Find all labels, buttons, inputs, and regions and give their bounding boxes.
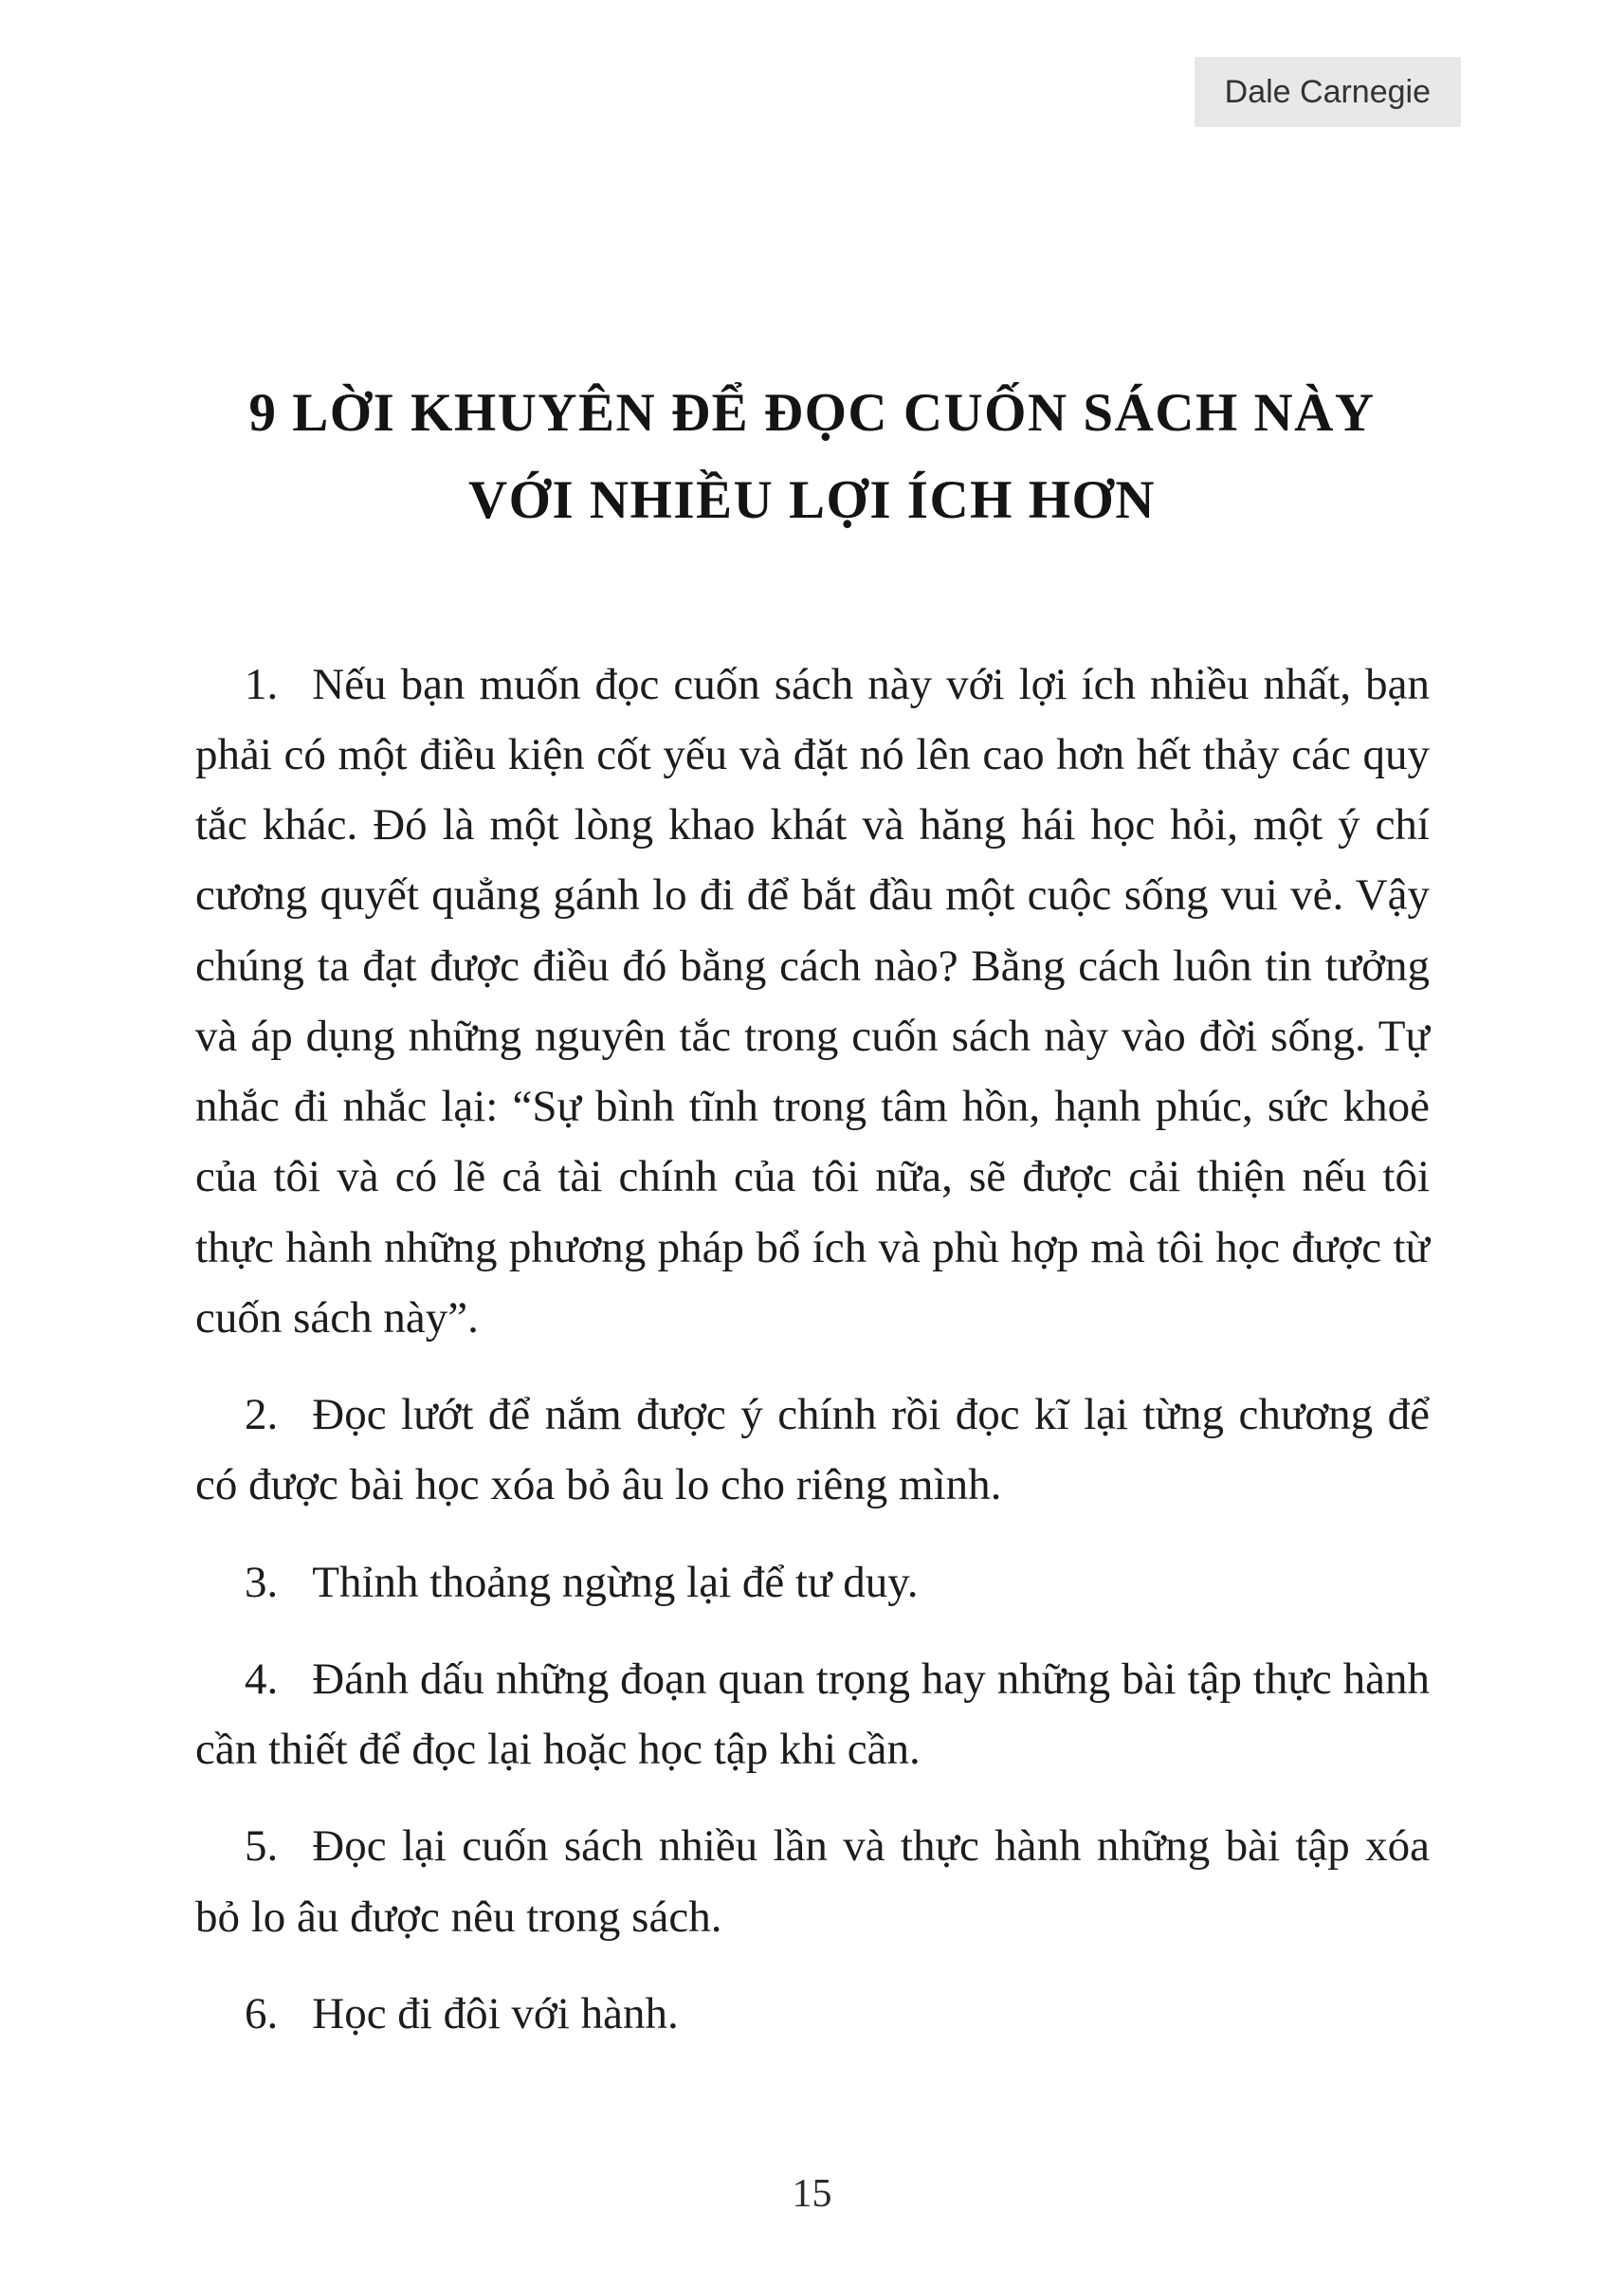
advice-item-3 xyxy=(195,1547,1430,1618)
page-number: 15 xyxy=(792,2172,832,2216)
advice-item-4-text: Đánh dấu những đoạn quan trọng hay những bài tập thực hành cần thiết để đọc lại hoặc học tập khi cần. xyxy=(195,1654,1430,1775)
advice-item-4 xyxy=(195,1644,1430,1785)
advice-item-5 xyxy=(195,1811,1430,1952)
chapter-title-line-1: 9 LỜI KHUYÊN ĐỂ ĐỌC CUỐN SÁCH NÀY xyxy=(248,383,1376,443)
advice-item-5-text: Đọc lại cuốn sách nhiều lần và thực hành những bài tập xóa bỏ lo âu được nêu trong sách. xyxy=(195,1821,1430,1942)
advice-item-1 xyxy=(195,649,1430,1354)
advice-item-2-text: Đọc lướt để nắm được ý chính rồi đọc kĩ lại từng chương để có được bài học xóa bỏ âu lo cho riêng mình. xyxy=(195,1390,1430,1510)
advice-item-6-number: 6. xyxy=(245,1988,279,2038)
author-badge: Dale Carnegie xyxy=(1195,57,1461,127)
chapter-body xyxy=(0,649,1624,2050)
advice-item-3-text: Thỉnh thoảng ngừng lại để tư duy. xyxy=(312,1557,919,1607)
advice-item-1-number: 1. xyxy=(245,659,279,709)
advice-item-1-text: Nếu bạn muốn đọc cuốn sách này với lợi ích nhiều nhất, bạn phải có một điều kiện cốt yếu và đặt nó lên cao hơn hết thảy các quy tắc khác. Đó là một lòng khao khát và hăng hái học hỏi, một ý chí cương quyết quẳng gánh lo đi để bắt đầu một cuộc sống vui vẻ. Vậy chúng ta đạt được điều đó bằng cách nào? Bằng cách luôn tin tưởng và áp dụng những nguyên tắc trong cuốn sách này vào đời sống. Tự nhắc đi nhắc lại: “Sự bình tĩnh trong tâm hồn, hạnh phúc, sức khoẻ của tôi và có lẽ cả tài chính của tôi nữa, sẽ được cải thiện nếu tôi thực hành những phương pháp bổ ích và phù hợp mà tôi học được từ cuốn sách này”. xyxy=(195,659,1430,1343)
advice-item-2 xyxy=(195,1380,1430,1521)
advice-item-5-number: 5. xyxy=(245,1821,279,1872)
advice-item-6 xyxy=(195,1979,1430,2049)
chapter-title-line-2: VỚI NHIỀU LỢI ÍCH HƠN xyxy=(467,470,1157,531)
advice-item-2-number: 2. xyxy=(245,1390,279,1440)
advice-item-6-text: Học đi đôi với hành. xyxy=(312,1988,679,2038)
advice-item-4-number: 4. xyxy=(245,1654,279,1704)
advice-item-3-number: 3. xyxy=(245,1557,279,1607)
